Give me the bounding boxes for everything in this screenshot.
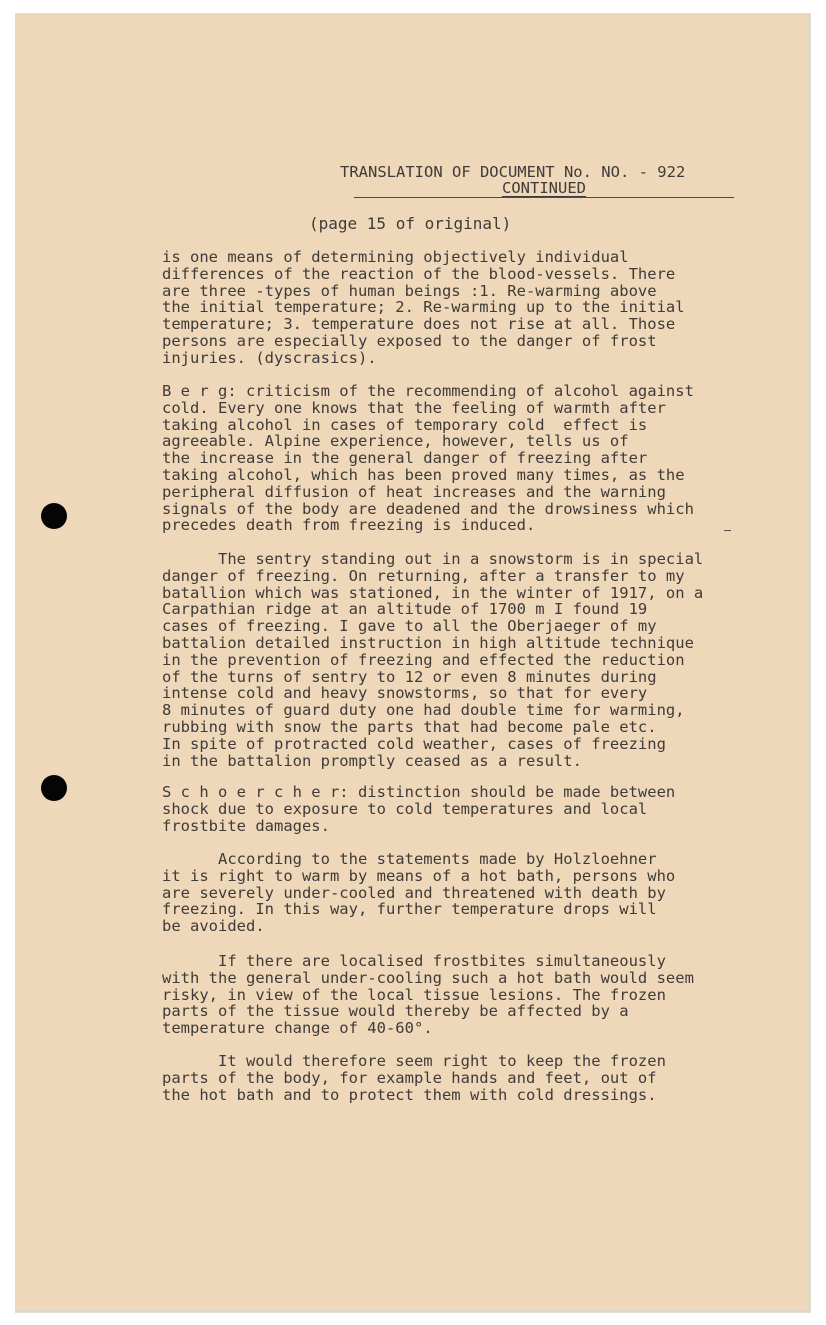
paragraph-sentry: The sentry standing out in a snowstorm is in special danger of freezing. On returning, after a transfer to my batallion which was stationed, in the winter of 1917, on a Carpathian ridge at an altitude of 1700 m I found 19 cases of freezing. I gave to all the Oberjaeger of my battalion detailed instruction in high altitude technique in the prevention of freezing and effected the reduction of the turns of sentry to 12 or even 8 minutes during intense cold and heavy snowstorms, so that for every 8 minutes of guard duty one had double time for warming, rubbing with snow the parts that had become pale etc. In spite of protracted cold weather, cases of freezing in the battalion promptly ceased as a result. [162, 550, 704, 770]
paragraph-schoercher: S c h o e r c h e r: distinction should be made between shock due to exposure to cold temperatures and local frostbite damages. [162, 783, 676, 835]
punch-hole-upper [41, 503, 67, 529]
document-header: TRANSLATION OF DOCUMENT No. NO. - 922 [340, 163, 686, 181]
paragraph-localised-frostbite: If there are localised frostbites simultaneously with the general under-cooling such a hot bath would seem risky, in view of the local tissue lesions. The frozen parts of the tissue would thereby be affected by a temperature change of 40-60°. [162, 952, 694, 1038]
document-page [16, 14, 810, 1312]
paragraph-hot-bath: According to the statements made by Holzloehner it is right to warm by means of a hot bath, persons who are severely under-cooled and threatened with death by freezing. In this way, further temperature drops will be avoided. [162, 850, 676, 936]
page-reference: (page 15 of original) [309, 214, 512, 233]
paragraph-cold-dressings: It would therefore seem right to keep the frozen parts of the body, for example hands and feet, out of the hot bath and to protect them with cold dressings. [162, 1052, 666, 1104]
continued-label: CONTINUED [502, 179, 586, 197]
margin-dash-mark [724, 530, 731, 531]
punch-hole-lower [41, 775, 67, 801]
header-underline [354, 197, 734, 198]
paragraph-berg-alcohol: B e r g: criticism of the recommending of alcohol against cold. Every one knows that the feeling of warmth after taking alcohol in cases of temporary cold effect is agreeable. Alpine experience, however, tells us of the increase in the general danger of freezing after taking alcohol, which has been proved many times, as the peripheral diffusion of heat increases and the warning signals of the body are deadened and the drowsiness which precedes death from freezing is induced. [162, 382, 694, 535]
paragraph-reaction-types: is one means of determining objectively individual differences of the reaction of the blood-vessels. There are three -types of human beings :1. Re-warming above the initial temperature; 2. Re-warming up to the initial temperature; 3. temperature does not rise at all. Those persons are especially exposed to the danger of frost injuries. (dyscrasics). [162, 248, 685, 367]
